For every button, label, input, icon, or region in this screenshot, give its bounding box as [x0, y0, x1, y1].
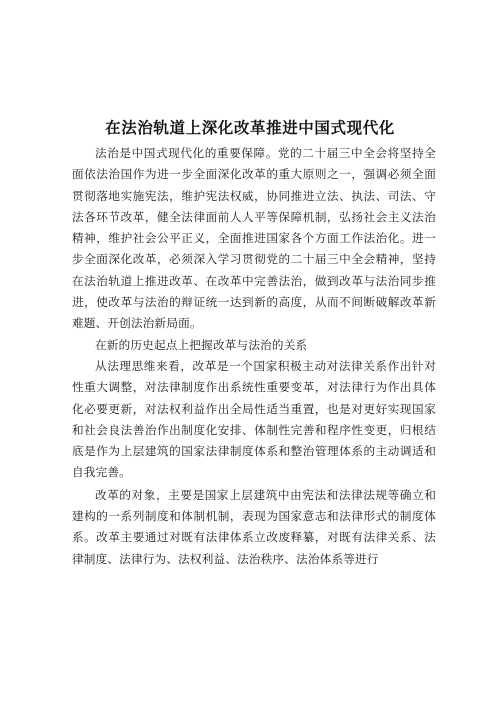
paragraph-intro: 法治是中国式现代化的重要保障。党的二十届三中全会将坚持全面依法治国作为进一步全面深化改革的重大原则之一，强调必须全面贯彻落地实施宪法，维护宪法权威，协同推进立法、执法、司法、守法各环节改革，健全法律面前人人平等保障机制，弘扬社会主义法治精神，维护社会公平正义，全面推进国家各个方面工作法治化。进一步全面深化改革，必须深入学习贯彻党的二十届三中全会精神，坚持在法治轨道上推进改革、在改革中完善法治，做到改革与法治同步推进，使改革与法治的辩证统一达到新的高度，从而不间断破解改革新难题、开创法治新局面。 [72, 146, 436, 331]
document-body [72, 143, 436, 570]
paragraph-reform-object: 改革的对象，主要是国家上层建筑中由宪法和法律法规等确立和建构的一系列制度和体制机制，表现为国家意志和法律形式的制度体系。改革主要通过对既有法律体系立改废释纂，对既有法律关系、法律制度、法律行为、法权利益、法治秩序、法治体系等进行 [72, 487, 436, 566]
paragraph-legal-thinking: 从法理思维来看，改革是一个国家积极主动对法律关系作出针对性重大调整，对法律制度作出系统性重要变革，对法律行为作出具体化必要更新，对法权利益作出全局性适当重置，也是对更好实现国家和社会良法善治作出制度化安排、体制性完善和程序性变更，归根结底是作为上层建筑的国家法律制度体系和整治管理体系的主动调适和自我完善。 [72, 358, 436, 480]
document-title: 在法治轨道上深化改革推进中国式现代化 [105, 119, 395, 137]
section-heading: 在新的历史起点上把握改革与法治的关系 [95, 337, 308, 352]
